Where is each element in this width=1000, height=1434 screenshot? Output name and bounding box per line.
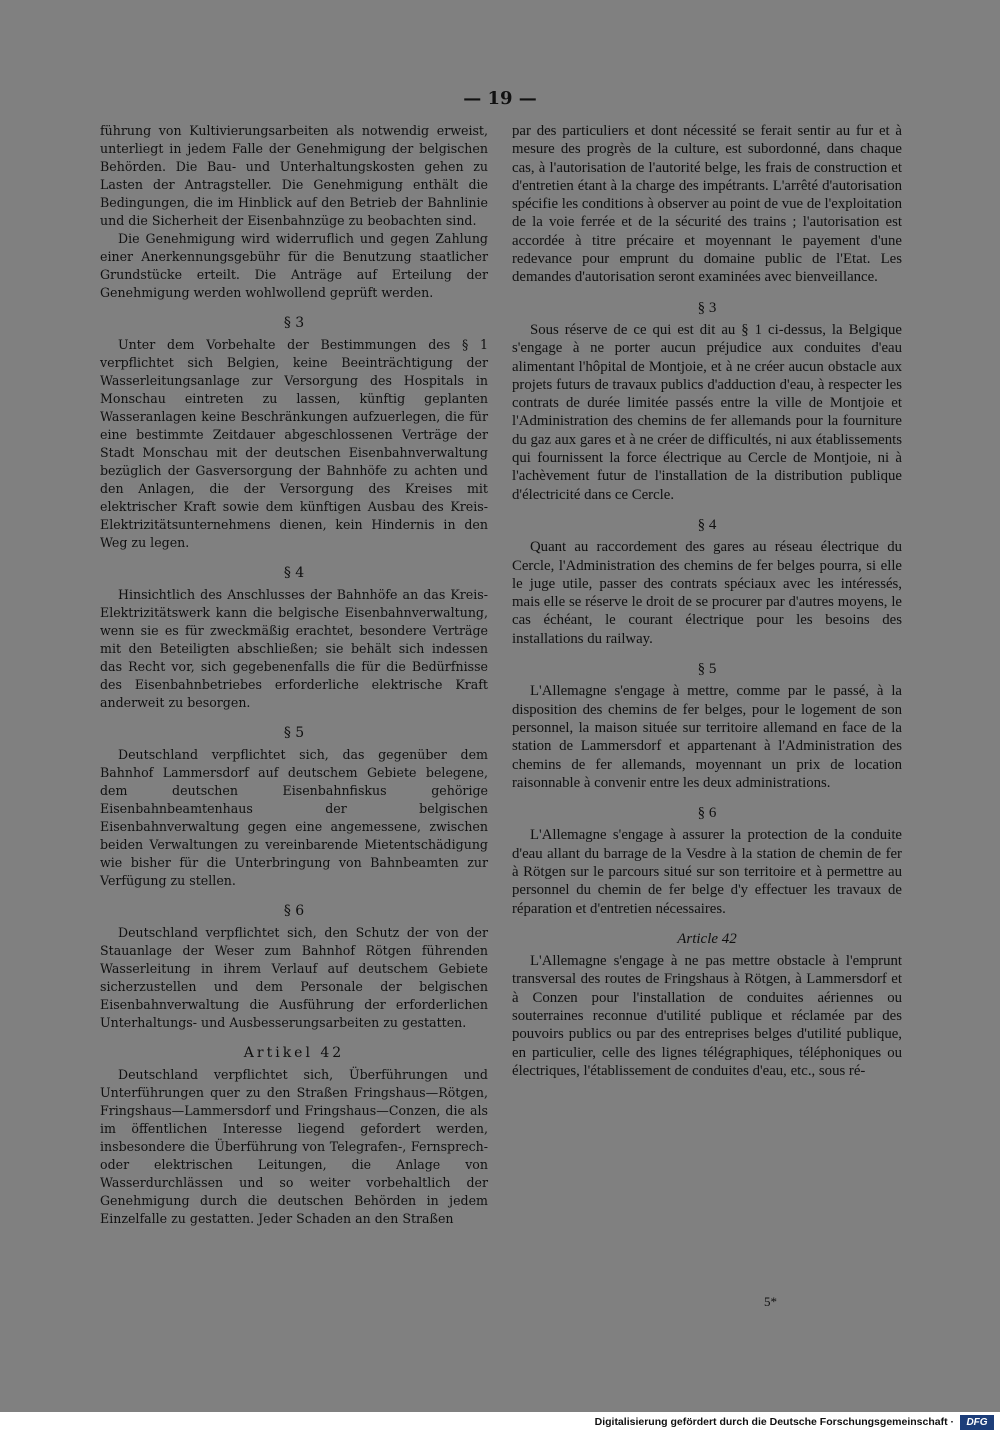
- dfg-logo-icon[interactable]: DFG: [960, 1415, 994, 1430]
- german-section-text: Unter dem Vorbehalte der Bestimmungen des § 1 verpflichtet sich Belgien, keine Beeinträchtigung der Wasserleitungsanlage zur Versorgung des Hospitals in Monschau eintreten zu lassen, künftig geplanten Wasseranlagen keine Beschränkungen aufzuerlegen, die für eine bestimmte Zeitdauer abgeschlossenen Verträge der Stadt Monschau mit der deutschen Eisenbahnverwaltung bezüglich der Gasversorgung der Bahnhöfe zu achten und den Anlagen, die der Versorgung des Kreises mit elektrischer Kraft sowie dem künftigen Ausbau des Kreis-Elektrizitätsunternehmens dienen, kein Hindernis in den Weg zu legen.: [100, 337, 488, 550]
- french-section-heading: § 4: [697, 516, 717, 533]
- german-section-text: Hinsichtlich des Anschlusses der Bahnhöfe an das Kreis-Elektrizitätswerk kann die belgische Eisenbahnverwaltung, wenn sie es für zweckmäßig erachtet, besondere Verträge mit den Beteiligten abschließen; sie behält sich indessen das Recht vor, sich gegebenenfalls die für die Bedürfnisse des Eisenbahnbetriebes erforderliche elektrische Kraft anderweit zu besorgen.: [100, 587, 488, 710]
- german-section-heading: § 4: [283, 565, 305, 581]
- french-section-text: Sous réserve de ce qui est dit au § 1 ci-dessus, la Belgique s'engage à ne porter aucun préjudice aux conduites d'eau alimentant l'hôpital de Montjoie, et à ne créer aucun obstacle aux projets futurs de travaux publics d'adduction d'eau, à respecter les contrats de durée limitée passés entre la ville de Montjoie et l'Administration des chemins de fer allemands pour la fourniture du gaz aux gares et à ne créer de difficultés, ni aux établissements qui fournissent la force électrique au Cercle de Montjoie, ni à l'achèvement futur de l'installation de la distribution publique d'électricité dans ce Cercle.: [512, 321, 902, 503]
- french-section-heading: § 5: [697, 661, 717, 678]
- page-signature: 5*: [764, 1294, 777, 1309]
- german-section-text: Deutschland verpflichtet sich, den Schutz der von der Stauanlage der Weser zum Bahnhof Rötgen führenden Wasserleitung in ihrem Verlauf auf deutschem Gebiete sicherzustellen und dem Personale der belgischen Eisenbahnverwaltung die Ausführung der erforderlichen Unterhaltungs- und Ausbesserungsarbeiten zu gestatten.: [100, 925, 488, 1030]
- german-intro-paragraph: führung von Kultivierungsarbeiten als notwendig erweist, unterliegt in jedem Falle der Genehmigung der belgischen Behörden. Die Bau- und Unterhaltungskosten gehen zu Lasten der Antragsteller. Die Genehmigung enthält die Bedingungen, die im Hinblick auf den Betrieb der Bahnlinie und die Sicherheit der Eisenbahnzüge zu beobachten sind.: [100, 123, 488, 228]
- french-article-heading: Article 42: [677, 930, 737, 947]
- page-number: — 19 —: [463, 88, 537, 109]
- german-article-text: Deutschland verpflichtet sich, Überführungen und Unterführungen quer zu den Straßen Fringshaus—Rötgen, Fringshaus—Lammersdorf und Fringshaus—Conzen, die als im öffentlichen Interesse liegend gefordert werden, insbesondere die Überführung von Telegrafen-, Fernsprech- oder elektrischen Leitungen, die Anlage von Wasserdurchlässen und so weiter vorbehaltlich der Genehmigung durch die deutschen Behörden in jedem Einzelfalle zu gestatten. Jeder Schaden an den Straßen: [100, 1067, 488, 1226]
- french-section-text: L'Allemagne s'engage à assurer la protection de la conduite d'eau allant du barrage de la Vesdre à la station de chemin de fer à Rötgen sur le parcours situé sur son territoire et à permettre au personnel du chemin de fer belge d'y effectuer les travaux de réparation et d'entretien nécessaires.: [512, 827, 902, 917]
- german-section-heading: § 5: [283, 725, 305, 741]
- german-section-text: Deutschland verpflichtet sich, das gegenüber dem Bahnhof Lammersdorf auf deutschem Gebiete belegene, dem deutschen Eisenbahnfiskus gehörige Eisenbahnbeamtenhaus der belgischen Eisenbahnverwaltung gegen eine angemessene, zwischen beiden Verwaltungen zu vereinbarende Mietentschädigung wie bisher für die Unterbringung von Bahnbeamten zur Verfügung zu stellen.: [100, 747, 488, 888]
- french-section-text: Quant au raccordement des gares au réseau électrique du Cercle, l'Administration des chemins de fer belges pourra, si elle le juge utile, passer des contrats spéciaux avec les intéressés, mais elle se réserve le droit de se procurer par d'autres moyens, le cas échéant, le courant électrique pour les besoins des installations du railway.: [512, 539, 902, 647]
- french-section-text: L'Allemagne s'engage à mettre, comme par le passé, à la disposition des chemins de fer belges, pour le logement de son personnel, la maison située sur territoire allemand en face de la station de Lammersdorf et appartenant à l'Administration des chemins de fer allemands, moyennant un prix de location raisonnable à convenir entre les deux administrations.: [512, 683, 902, 791]
- french-section-heading: § 3: [697, 299, 717, 316]
- german-article-heading: Artikel 42: [243, 1045, 345, 1061]
- french-article-text: L'Allemagne s'engage à ne pas mettre obstacle à l'emprunt transversal des routes de Fringshaus à Rötgen, à Lammersdorf et à Conzen pour l'installation de conduites aériennes ou souterraines reconnue d'utilité publique et réclamée par des pouvoirs publics ou par des entreprises belges d'utilité publique, en particulier, celle des lignes télégraphiques, téléphoniques ou électriques, l'établissement de conduites d'eau, etc., sous ré-: [512, 953, 902, 1079]
- french-column: [512, 122, 902, 1080]
- footer-bar: [0, 1412, 1000, 1434]
- german-intro-paragraph: Die Genehmigung wird widerruflich und gegen Zahlung einer Anerkennungsgebühr für die Benutzung staatlicher Grundstücke erteilt. Die Anträge auf Erteilung der Genehmigung werden wohlwollend geprüft werden.: [100, 231, 488, 300]
- french-section-heading: § 6: [697, 805, 717, 822]
- funding-notice: Digitalisierung gefördert durch die Deutsche Forschungsgemeinschaft ·: [594, 1416, 954, 1428]
- german-section-heading: § 6: [283, 903, 305, 919]
- french-intro-paragraph: par des particuliers et dont nécessité se ferait sentir au fur et à mesure des progrès de la culture, est subordonné, dans chaque cas, à l'autorisation de l'autorité belge, les frais de construction et d'entretien étant à la charge des impétrants. L'arrêté d'autorisation spécifie les conditions à observer au point de vue de l'exploitation de la voie ferrée et de la sécurité des trains ; l'autorisation est accordée à titre précaire et moyennant le payement d'une redevance pour emprunt du domaine public de l'Etat. Les demandes d'autorisation seront examinées avec bienveillance.: [512, 123, 902, 286]
- german-section-heading: § 3: [283, 315, 305, 331]
- german-column: [100, 122, 488, 1228]
